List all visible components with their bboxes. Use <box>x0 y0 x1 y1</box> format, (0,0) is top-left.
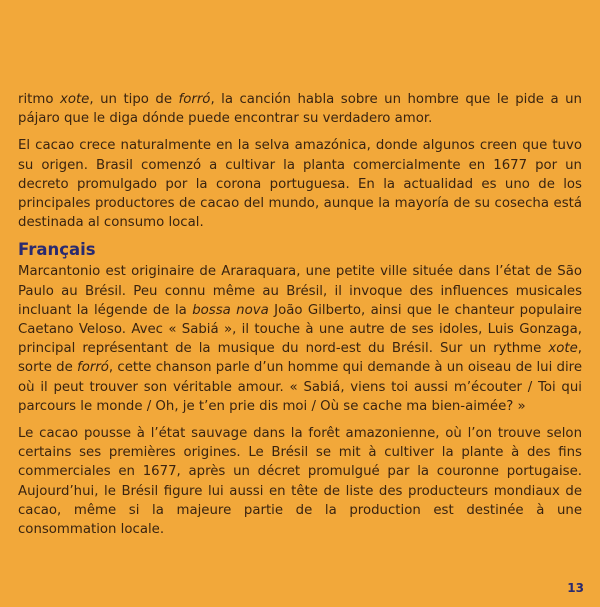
text-run: , cette chanson parle d’un homme qui demande à un oiseau de lui dire où il peut trouver son véritable amour. « Sabiá, viens toi aussi m’écouter / Toi qui parcours le monde / Oh, je t’en prie dis moi / Où se cache ma bien-aimée? » <box>18 360 582 414</box>
french-paragraph-1 <box>18 262 582 416</box>
italic-term: forró <box>77 360 109 376</box>
text-run: , sorte de <box>18 341 582 376</box>
text-run: El cacao crece naturalmente en la selva amazónica, donde algunos creen que tuvo su origen. Brasil comenzó a cultivar la planta comercialmente en 1677 por un decreto promulgado por la corona portuguesa. En la actualidad es uno de los principales productores de cacao del mundo, aunque la mayoría de su cosecha está destinada al consumo local. <box>18 138 582 231</box>
text-run: João Gilberto, ainsi que le chanteur populaire Caetano Veloso. Avec « Sabiá », il touche à une autre de ses idoles, Luis Gonzaga, principal représentant de la musique du nord-est du Brésil. Sur un rythme <box>18 302 582 357</box>
text-run: , la canción habla sobre un hombre que le pide a un pájaro que le diga dónde puede encontrar su verdadero amor. <box>18 92 582 127</box>
spanish-paragraph-1 <box>18 90 582 128</box>
text-run: Marcantonio est originaire de Araraquara, une petite ville située dans l’état de São Paulo au Brésil. Peu connu même au Brésil, il invoque des influences musicales incluant la légende de la <box>18 264 582 318</box>
text-run: , un tipo de <box>89 92 179 107</box>
text-run: Le cacao pousse à l’état sauvage dans la forêt amazonienne, où l’on trouve selon certains ses premières origines. Le Brésil se mit à cultiver la plante à des fins commerciales en 1677, après un décret promulgué par la couronne portugaise. Aujourd’hui, le Brésil figure lui aussi en tête de liste des producteurs mondiaux de cacao, même si la majeure partie de la production est destinée à une consommation locale. <box>18 426 582 538</box>
italic-term: forró <box>178 92 211 107</box>
text-column <box>18 90 582 547</box>
italic-term: xote <box>59 92 90 107</box>
italic-term: bossa nova <box>192 302 269 318</box>
french-heading: Français <box>18 240 96 260</box>
french-paragraph-2 <box>18 424 582 539</box>
text-run: ritmo <box>18 92 60 107</box>
italic-term: xote <box>548 341 578 357</box>
spanish-paragraph-2 <box>18 136 582 232</box>
page-number: 13 <box>567 581 584 595</box>
